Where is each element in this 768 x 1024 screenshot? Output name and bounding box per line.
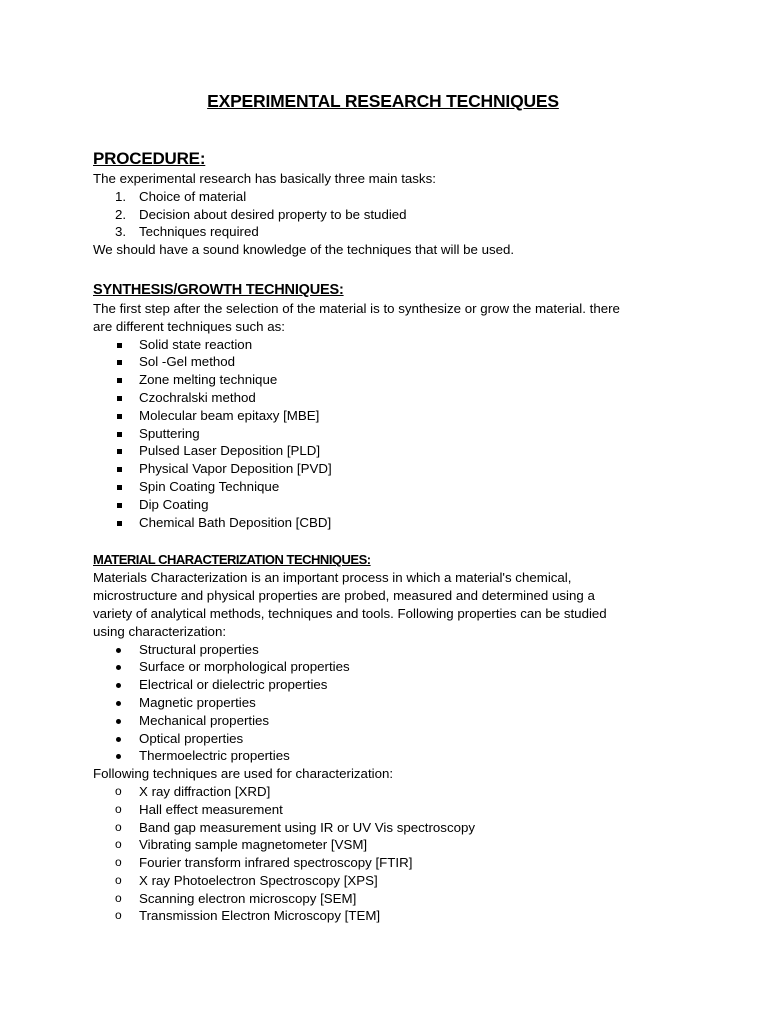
procedure-item-text: Techniques required <box>139 224 259 240</box>
property-item-text: Optical properties <box>139 730 244 746</box>
round-bullet-icon <box>116 701 121 706</box>
list-number: 2. <box>115 206 127 222</box>
square-bullet-icon <box>117 343 122 348</box>
synthesis-item-text: Spin Coating Technique <box>139 478 280 494</box>
square-bullet-icon <box>117 503 122 508</box>
square-bullet-icon <box>117 485 122 490</box>
technique-item <box>93 872 673 890</box>
techniques-list <box>93 783 673 925</box>
square-bullet-icon <box>117 378 122 383</box>
procedure-list <box>93 188 673 241</box>
characterization-intro <box>93 569 673 640</box>
property-item <box>93 641 673 659</box>
synthesis-heading: SYNTHESIS/GROWTH TECHNIQUES: <box>93 281 344 298</box>
procedure-item <box>93 188 673 206</box>
synthesis-item-text: Zone melting technique <box>139 372 278 388</box>
characterization-intro-line: using characterization: <box>93 623 227 639</box>
synthesis-item-text: Chemical Bath Deposition [CBD] <box>139 514 332 530</box>
synthesis-intro-line: are different techniques such as: <box>93 318 285 334</box>
synthesis-item <box>93 460 673 478</box>
technique-item <box>93 801 673 819</box>
round-bullet-icon <box>116 754 121 759</box>
synthesis-item <box>93 336 673 354</box>
list-number: 3. <box>115 224 127 240</box>
synthesis-item <box>93 407 673 425</box>
characterization-intro-line: microstructure and physical properties are probed, measured and determined using a <box>93 588 595 604</box>
procedure-item-text: Choice of material <box>139 188 247 204</box>
synthesis-item-text: Solid state reaction <box>139 336 253 352</box>
synthesis-item <box>93 478 673 496</box>
square-bullet-icon <box>117 396 122 401</box>
document-content <box>93 89 673 925</box>
technique-item-text: X ray Photoelectron Spectroscopy [XPS] <box>139 872 378 888</box>
technique-item-text: X ray diffraction [XRD] <box>139 783 271 799</box>
synthesis-item <box>93 425 673 443</box>
property-item-text: Structural properties <box>139 641 259 657</box>
technique-item-text: Hall effect measurement <box>139 801 283 817</box>
synthesis-item-text: Molecular beam epitaxy [MBE] <box>139 407 320 423</box>
circle-bullet-icon: o <box>115 855 122 870</box>
synthesis-item-text: Sputtering <box>139 425 200 441</box>
synthesis-list <box>93 336 673 532</box>
document-title: EXPERIMENTAL RESEARCH TECHNIQUES <box>207 91 559 111</box>
circle-bullet-icon: o <box>115 783 122 798</box>
synthesis-intro-line: The first step after the selection of the material is to synthesize or grow the material. there <box>93 300 620 316</box>
technique-item <box>93 907 673 925</box>
circle-bullet-icon: o <box>115 837 122 852</box>
property-item <box>93 747 673 765</box>
procedure-closing: We should have a sound knowledge of the techniques that will be used. <box>93 242 515 258</box>
round-bullet-icon <box>116 683 121 688</box>
property-item <box>93 694 673 712</box>
characterization-intro-line: variety of analytical methods, techniques and tools. Following properties can be studied <box>93 605 607 621</box>
procedure-intro: The experimental research has basically three main tasks: <box>93 171 436 186</box>
characterization-intro-line: Materials Characterization is an important process in which a material's chemical, <box>93 570 572 586</box>
technique-item <box>93 854 673 872</box>
technique-item <box>93 783 673 801</box>
property-item <box>93 676 673 694</box>
circle-bullet-icon: o <box>115 819 122 834</box>
procedure-heading: PROCEDURE: <box>93 149 206 168</box>
property-item <box>93 658 673 676</box>
square-bullet-icon <box>117 467 122 472</box>
synthesis-item <box>93 442 673 460</box>
round-bullet-icon <box>116 719 121 724</box>
property-item-text: Mechanical properties <box>139 712 270 728</box>
circle-bullet-icon: o <box>115 801 122 816</box>
procedure-item-text: Decision about desired property to be studied <box>139 206 407 222</box>
synthesis-item <box>93 371 673 389</box>
property-item-text: Surface or morphological properties <box>139 659 350 675</box>
circle-bullet-icon: o <box>115 908 122 923</box>
synthesis-item <box>93 496 673 514</box>
circle-bullet-icon: o <box>115 890 122 905</box>
synthesis-item-text: Sol -Gel method <box>139 354 236 370</box>
synthesis-item-text: Pulsed Laser Deposition [PLD] <box>139 443 321 459</box>
circle-bullet-icon: o <box>115 872 122 887</box>
properties-list <box>93 641 673 766</box>
technique-item-text: Fourier transform infrared spectroscopy [FTIR] <box>139 855 413 871</box>
round-bullet-icon <box>116 665 121 670</box>
technique-item-text: Vibrating sample magnetometer [VSM] <box>139 837 368 853</box>
property-item <box>93 712 673 730</box>
technique-item-text: Scanning electron microscopy [SEM] <box>139 890 357 906</box>
round-bullet-icon <box>116 737 121 742</box>
list-number: 1. <box>115 188 127 204</box>
property-item-text: Electrical or dielectric properties <box>139 677 328 693</box>
property-item <box>93 730 673 748</box>
synthesis-item-text: Czochralski method <box>139 389 256 405</box>
technique-item <box>93 819 673 837</box>
technique-item <box>93 836 673 854</box>
characterization-heading: MATERIAL CHARACTERIZATION TECHNIQUES: <box>93 552 371 568</box>
technique-item-text: Transmission Electron Microscopy [TEM] <box>139 908 381 924</box>
property-item-text: Thermoelectric properties <box>139 748 290 764</box>
property-item-text: Magnetic properties <box>139 694 256 710</box>
square-bullet-icon <box>117 414 122 419</box>
square-bullet-icon <box>117 449 122 454</box>
square-bullet-icon <box>117 521 122 526</box>
procedure-item <box>93 223 673 241</box>
synthesis-item <box>93 514 673 532</box>
round-bullet-icon <box>116 648 121 653</box>
procedure-item <box>93 206 673 224</box>
synthesis-item <box>93 353 673 371</box>
square-bullet-icon <box>117 432 122 437</box>
synthesis-item-text: Dip Coating <box>139 496 209 512</box>
square-bullet-icon <box>117 360 122 365</box>
techniques-intro: Following techniques are used for characterization: <box>93 766 394 782</box>
technique-item-text: Band gap measurement using IR or UV Vis spectroscopy <box>139 819 476 835</box>
technique-item <box>93 890 673 908</box>
synthesis-item-text: Physical Vapor Deposition [PVD] <box>139 461 332 477</box>
synthesis-item <box>93 389 673 407</box>
